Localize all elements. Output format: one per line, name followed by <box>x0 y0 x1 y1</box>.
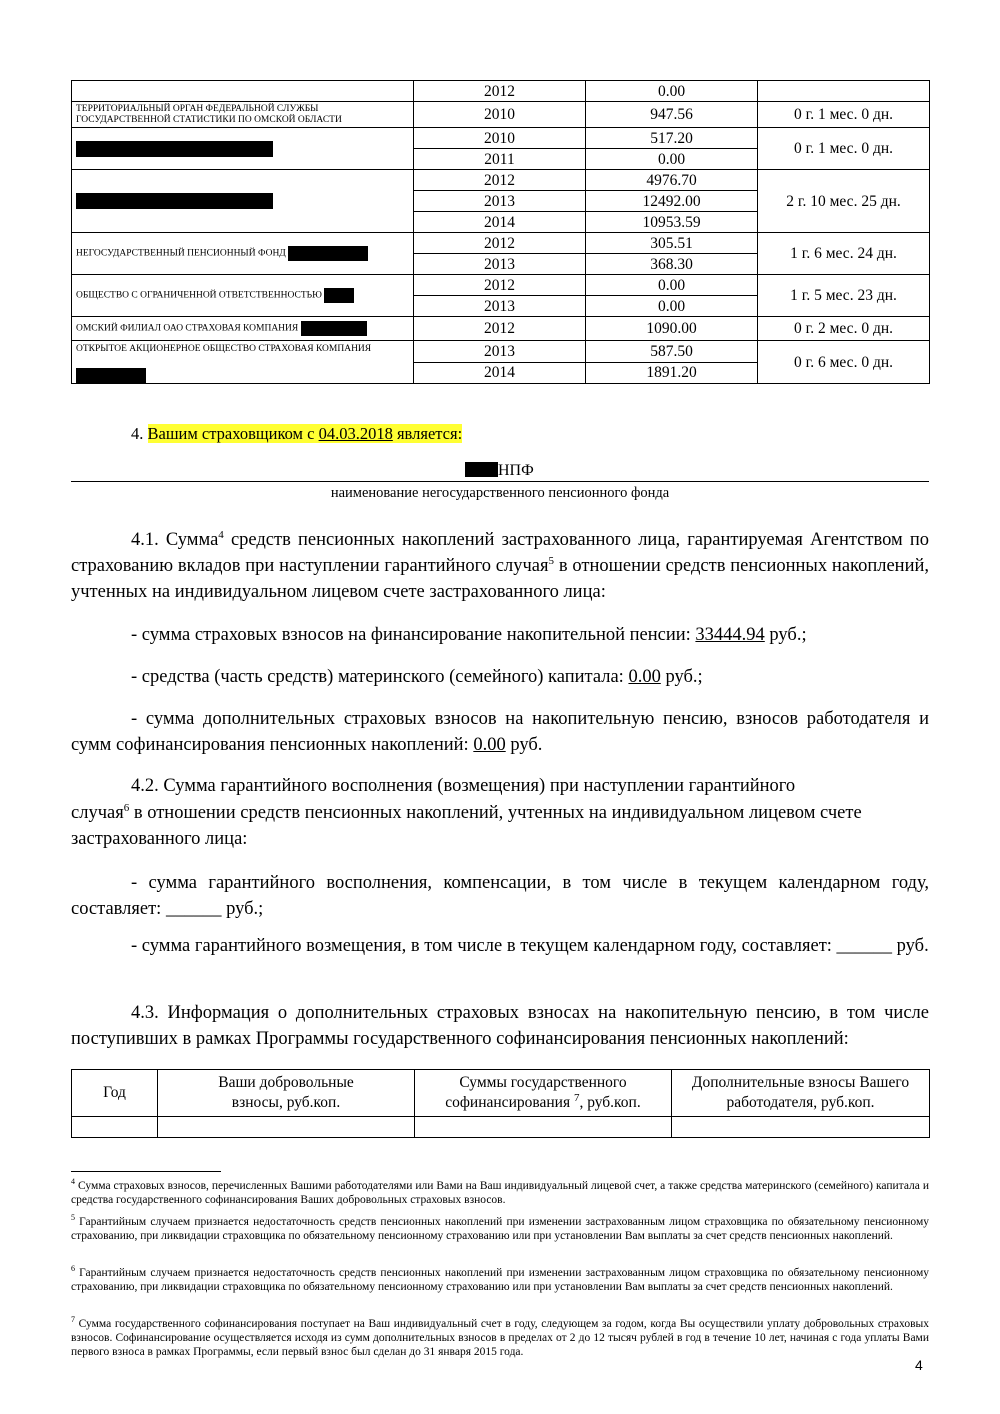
table-row <box>72 1117 930 1138</box>
footnote-4 <box>71 1179 929 1207</box>
table-row <box>72 275 930 296</box>
section-number: 4. <box>131 424 144 443</box>
redaction-bar <box>465 462 498 477</box>
sum-cell: 587.50 <box>586 341 758 363</box>
sum-cell: 0.00 <box>586 81 758 102</box>
table-cell <box>72 1117 158 1138</box>
org-cell <box>72 81 414 102</box>
year-cell: 2012 <box>414 170 586 191</box>
redaction-bar <box>301 321 367 336</box>
sum-cell: 4976.70 <box>586 170 758 191</box>
fund-caption: наименование негосударственного пенсионного фонда <box>330 485 670 501</box>
sum-cell: 305.51 <box>586 233 758 254</box>
text-run: - средства (часть средств) материнского (семейного) капитала: <box>131 667 629 687</box>
text-run: 4.1. Сумма <box>131 530 219 550</box>
footnote-text: Сумма страховых взносов, перечисленных Вашими работодателями или Вами на Ваш индивидуальный лицевой счет, а также средства материнского (семейного) капитала и средства государственного софинансирования Ваших добровольных страховых взносов. <box>71 1180 930 1206</box>
text-run: случая <box>71 803 124 823</box>
fund-underline <box>71 481 929 482</box>
insurer-date: 04.03.2018 <box>318 424 393 443</box>
footnote-text: Гарантийным случаем признается недостаточность средств пенсионных накоплений при изменении застрахованным лицом страховщика по обязательному пенсионному страхованию, при ликвидации страховщика по обязательному пенсионному страхованию или при установлении Вам выплаты за счет средств пенсионных накоплений. <box>71 1216 929 1242</box>
contributions-item <box>71 622 929 648</box>
employers-table <box>71 80 930 384</box>
sum-cell: 0.00 <box>586 275 758 296</box>
insurer-highlight <box>148 424 463 443</box>
text-run: в отношении средств пенсионных накоплений, учтенных на индивидуальном лицевом счете застрахованного лица: <box>71 556 929 602</box>
org-cell <box>72 233 414 275</box>
org-name: ОБЩЕСТВО С ОГРАНИЧЕННОЙ ОТВЕТСТВЕННОСТЬЮ <box>76 290 322 301</box>
footnote-separator <box>71 1171 221 1172</box>
org-cell <box>72 317 414 341</box>
footnote-7 <box>71 1317 929 1359</box>
footnote-6 <box>71 1266 929 1294</box>
org-cell: ТЕРРИТОРИАЛЬНЫЙ ОРГАН ФЕДЕРАЛЬНОЙ СЛУЖБЫ ГОСУДАРСТВЕННОЙ СТАТИСТИКИ ПО ОМСКОЙ ОБЛАСТИ <box>72 102 414 128</box>
sum-cell: 517.20 <box>586 128 758 149</box>
period-cell: 1 г. 6 мес. 24 дн. <box>758 233 930 275</box>
text-run: , руб.коп. <box>579 1094 641 1111</box>
additional-contributions-item <box>71 706 929 758</box>
sum-cell: 368.30 <box>586 254 758 275</box>
year-cell: 2012 <box>414 275 586 296</box>
redaction-bar <box>76 141 273 157</box>
table-cell <box>415 1117 672 1138</box>
redaction-bar <box>76 368 146 383</box>
compensation-item: - сумма гарантийного восполнения, компенсации, в том числе в текущем календарном году, составляет: ______ руб.; <box>71 873 929 919</box>
section-4-2-line1: 4.2. Сумма гарантийного восполнения (возмещения) при наступлении гарантийного <box>131 776 796 796</box>
period-cell: 0 г. 2 мес. 0 дн. <box>758 317 930 341</box>
table-row <box>72 102 930 128</box>
year-cell: 2014 <box>414 362 586 384</box>
maternity-capital-item <box>71 664 929 690</box>
table-row <box>72 170 930 191</box>
org-name: ОТКРЫТОЕ АКЦИОНЕРНОЕ ОБЩЕСТВО СТРАХОВАЯ КОМПАНИЯ <box>76 344 372 354</box>
year-cell: 2010 <box>414 102 586 128</box>
footnote-ref: 4 <box>218 528 224 541</box>
additional-contributions-value: 0.00 <box>473 735 506 755</box>
header-cofinancing <box>415 1070 672 1117</box>
redaction-bar <box>324 288 354 303</box>
section-4-1-text <box>71 527 929 605</box>
reimbursement-item: - сумма гарантийного возмещения, в том числе в текущем календарном году, составляет: ______ руб. <box>131 936 929 956</box>
period-cell: 2 г. 10 мес. 25 дн. <box>758 170 930 233</box>
year-cell: 2013 <box>414 296 586 317</box>
additional-contributions-table <box>71 1069 930 1138</box>
footnote-number: 6 <box>71 1264 75 1274</box>
year-cell: 2013 <box>414 254 586 275</box>
footnote-ref: 7 <box>573 1091 580 1104</box>
period-cell: 1 г. 5 мес. 23 дн. <box>758 275 930 317</box>
sum-cell: 0.00 <box>586 149 758 170</box>
org-cell <box>72 128 414 170</box>
section-4-2-text <box>71 800 929 852</box>
table-header-row <box>72 1070 930 1117</box>
fund-name-text: НПФ <box>498 462 534 479</box>
footnote-ref: 6 <box>123 801 130 814</box>
maternity-capital-value: 0.00 <box>628 667 661 687</box>
year-cell: 2010 <box>414 128 586 149</box>
table-row <box>72 128 930 149</box>
fund-name <box>465 461 534 481</box>
text-run: Суммы государственного софинансирования <box>445 1074 627 1111</box>
table-row <box>72 233 930 254</box>
year-cell: 2012 <box>414 81 586 102</box>
org-name: ОМСКИЙ ФИЛИАЛ ОАО СТРАХОВАЯ КОМПАНИЯ <box>76 323 299 334</box>
redaction-bar <box>76 193 273 209</box>
header-voluntary: Ваши добровольные взносы, руб.коп. <box>158 1070 415 1117</box>
text-run: в отношении средств пенсионных накоплений, учтенных на индивидуальном лицевом счете застрахованного лица: <box>71 803 862 849</box>
section-4-3-text: 4.3. Информация о дополнительных страховых взносах на накопительную пенсию, в том числе поступивших в рамках Программы государственного софинансирования пенсионных накоплений: <box>71 1003 929 1049</box>
sum-cell: 12492.00 <box>586 191 758 212</box>
year-cell: 2014 <box>414 212 586 233</box>
period-cell: 0 г. 6 мес. 0 дн. <box>758 341 930 384</box>
year-cell: 2012 <box>414 317 586 341</box>
contributions-value: 33444.94 <box>695 625 765 645</box>
sum-cell: 1090.00 <box>586 317 758 341</box>
header-year: Год <box>72 1070 158 1117</box>
text-run: руб.; <box>764 625 807 645</box>
footnote-number: 5 <box>71 1213 75 1223</box>
footnote-ref: 5 <box>548 554 555 567</box>
page-number: 4 <box>915 1357 923 1373</box>
year-cell: 2013 <box>414 191 586 212</box>
period-cell: 0 г. 1 мес. 0 дн. <box>758 102 930 128</box>
org-cell <box>72 341 414 384</box>
header-employer: Дополнительные взносы Вашего работодателя, руб.коп. <box>672 1070 930 1117</box>
insurer-text: Вашим страховщиком с <box>147 424 319 443</box>
section-4-heading <box>131 424 462 444</box>
footnote-5 <box>71 1215 929 1243</box>
text-run: - сумма страховых взносов на финансирование накопительной пенсии: <box>131 625 696 645</box>
org-cell <box>72 170 414 233</box>
sum-cell: 10953.59 <box>586 212 758 233</box>
org-name: НЕГОСУДАРСТВЕННЫЙ ПЕНСИОННЫЙ ФОНД <box>76 248 286 259</box>
sum-cell: 1891.20 <box>586 362 758 384</box>
text-run: - сумма дополнительных страховых взносов на накопительную пенсию, взносов работодателя и сумм софинансирования пенсионных накоплений: <box>71 709 929 755</box>
footnote-text: Сумма государственного софинансирования поступает на Ваш индивидуальный счет в году, следующем за годом, когда Вы осуществили уплату добровольных страховых взносов. Софинансирование осуществляется исходя из сумм дополнительных взносов в пределах от 2 до 12 тысяч рублей в год в течение 10 лет, начиная с года уплаты Вами первого взноса в рамках Программы, если первый взнос был сделан до 31 января 2015 года. <box>71 1318 929 1358</box>
table-row <box>72 317 930 341</box>
insurer-text-end: является: <box>392 424 463 443</box>
footnote-text: Гарантийным случаем признается недостаточность средств пенсионных накоплений при изменении застрахованным лицом страховщика по обязательному пенсионному страхованию, при ликвидации страховщика по обязательному пенсионному страхованию или при установлении Вам выплаты за счет средств пенсионных накоплений. <box>71 1267 929 1293</box>
text-run: руб.; <box>660 667 703 687</box>
text-run: руб. <box>505 735 543 755</box>
period-cell <box>758 81 930 102</box>
table-cell <box>672 1117 930 1138</box>
sum-cell: 947.56 <box>586 102 758 128</box>
org-cell <box>72 275 414 317</box>
footnote-number: 4 <box>71 1177 75 1187</box>
table-row <box>72 81 930 102</box>
year-cell: 2013 <box>414 341 586 363</box>
year-cell: 2011 <box>414 149 586 170</box>
redaction-bar <box>288 246 368 261</box>
sum-cell: 0.00 <box>586 296 758 317</box>
period-cell: 0 г. 1 мес. 0 дн. <box>758 128 930 170</box>
table-row <box>72 341 930 363</box>
text-run: средств пенсионных накоплений застрахованного лица, гарантируемая Агентством по страхованию вкладов при наступлении гарантийного случая <box>71 530 929 576</box>
table-cell <box>158 1117 415 1138</box>
year-cell: 2012 <box>414 233 586 254</box>
footnote-number: 7 <box>71 1315 75 1325</box>
